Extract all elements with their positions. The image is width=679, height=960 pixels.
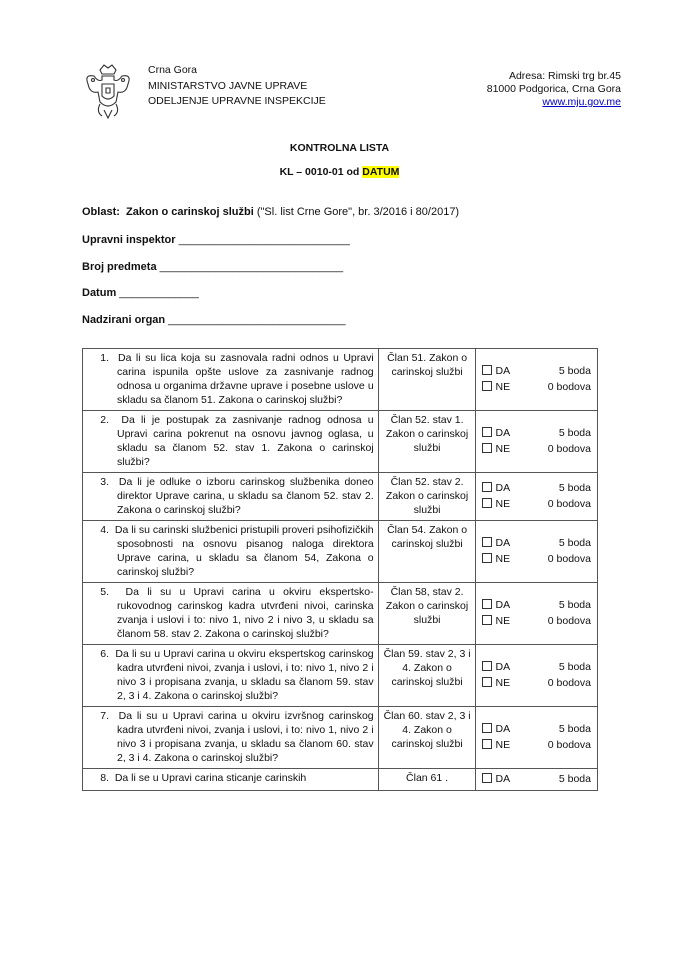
question-number: 4. bbox=[100, 524, 109, 536]
option-ne-points: 0 bodova bbox=[547, 498, 591, 510]
legal-reference: Član 51. Zakon o carinskoj službi bbox=[378, 349, 476, 411]
question-number: 2. bbox=[100, 414, 109, 426]
checkbox-ne-icon[interactable] bbox=[482, 443, 492, 453]
option-ne[interactable] bbox=[480, 441, 593, 457]
field-inspektor[interactable] bbox=[82, 234, 350, 246]
doc-title: KONTROLNA LISTA bbox=[289, 142, 390, 154]
question-text: Da li su carinski službenici pristupili proveri psihofizičkih sposobnosti na osnovu pisanog naloga direktora Uprave carina, u skladu sa članom 54, Zakona o carinskoj službi? bbox=[114, 524, 374, 578]
option-da[interactable] bbox=[480, 480, 593, 496]
checkbox-ne-icon[interactable] bbox=[482, 739, 492, 749]
option-ne-points: 0 bodova bbox=[547, 615, 591, 627]
question-cell bbox=[83, 349, 379, 411]
option-ne-points: 0 bodova bbox=[547, 553, 591, 565]
checkbox-ne-icon[interactable] bbox=[482, 677, 492, 687]
checklist-row bbox=[83, 583, 598, 645]
question-number: 6. bbox=[100, 648, 109, 660]
checkbox-ne-icon[interactable] bbox=[482, 498, 492, 508]
option-ne[interactable] bbox=[480, 613, 593, 629]
checklist-row bbox=[83, 349, 598, 411]
option-da[interactable] bbox=[480, 597, 593, 613]
option-da[interactable] bbox=[480, 771, 593, 787]
question-text: Da li se u Upravi carina sticanje carinskih bbox=[114, 772, 307, 784]
question-cell bbox=[83, 707, 379, 769]
question-number: 1. bbox=[100, 352, 109, 364]
option-ne-label: NE bbox=[495, 443, 511, 455]
option-da[interactable] bbox=[480, 535, 593, 551]
checkbox-ne-icon[interactable] bbox=[482, 615, 492, 625]
question-number: 8. bbox=[100, 772, 109, 784]
option-da-label: DA bbox=[495, 723, 511, 735]
option-ne[interactable] bbox=[480, 496, 593, 512]
option-da-points: 5 boda bbox=[558, 773, 591, 785]
option-ne-label: NE bbox=[495, 739, 511, 751]
option-da-label: DA bbox=[495, 661, 511, 673]
legal-reference: Član 52. stav 1. Zakon o carinskoj službi bbox=[378, 411, 476, 473]
option-ne[interactable] bbox=[480, 675, 593, 691]
option-da-points: 5 boda bbox=[558, 365, 591, 377]
oblast-label: Oblast: bbox=[82, 206, 120, 218]
organ-blank[interactable]: _____________________________ bbox=[165, 314, 346, 326]
option-ne[interactable] bbox=[480, 551, 593, 567]
organization-block bbox=[148, 63, 326, 110]
checklist-row bbox=[83, 521, 598, 583]
option-da[interactable] bbox=[480, 425, 593, 441]
option-da[interactable] bbox=[480, 721, 593, 737]
option-ne-points: 0 bodova bbox=[547, 739, 591, 751]
answer-cell bbox=[476, 411, 598, 473]
field-datum[interactable] bbox=[82, 287, 199, 299]
website-link[interactable]: www.mju.gov.me bbox=[542, 96, 621, 108]
option-da-label: DA bbox=[495, 599, 511, 611]
checklist-row bbox=[83, 473, 598, 521]
option-da-points: 5 boda bbox=[558, 723, 591, 735]
answer-cell bbox=[476, 521, 598, 583]
answer-cell bbox=[476, 473, 598, 521]
address-city: 81000 Podgorica, Crna Gora bbox=[486, 83, 621, 95]
question-text: Da li je odluke o izboru carinskog službenika doneo direktor Uprave carina, u skladu sa članom 52. stav 2. Zakona o carinskoj službi? bbox=[117, 476, 374, 516]
legal-reference: Član 52. stav 2. Zakon o carinskoj službi bbox=[378, 473, 476, 521]
question-cell bbox=[83, 645, 379, 707]
inspektor-blank[interactable]: ____________________________ bbox=[175, 234, 350, 246]
option-ne-points: 0 bodova bbox=[547, 677, 591, 689]
montenegro-coat-of-arms-icon bbox=[80, 62, 136, 120]
option-ne[interactable] bbox=[480, 737, 593, 753]
predmet-label: Broj predmeta bbox=[82, 261, 157, 273]
option-da-points: 5 boda bbox=[558, 537, 591, 549]
checkbox-da-icon[interactable] bbox=[482, 599, 492, 609]
question-text: Da li su u Upravi carina u okviru ekspertskog carinskog kadra utvrđeni nivoi, zvanja i uslovi, i to: nivo 1, nivo 2 i nivo 3 i propisana zvanja, u skladu sa članom 59. stav 2, 3 i 4. Zakona o carinskoj službi? bbox=[115, 648, 374, 702]
option-ne-label: NE bbox=[495, 553, 511, 565]
datum-blank[interactable]: _____________ bbox=[116, 287, 199, 299]
oblast-value: Zakon o carinskoj službi bbox=[126, 206, 254, 218]
question-cell bbox=[83, 769, 379, 791]
checklist-table bbox=[82, 348, 598, 791]
option-ne[interactable] bbox=[480, 379, 593, 395]
answer-cell bbox=[476, 707, 598, 769]
answer-cell bbox=[476, 349, 598, 411]
checkbox-ne-icon[interactable] bbox=[482, 553, 492, 563]
address-block bbox=[487, 70, 621, 109]
doc-code-prefix: KL – 0010-01 od bbox=[279, 166, 363, 178]
field-oblast bbox=[82, 206, 459, 218]
org-department: ODELJENJE UPRAVNE INSPEKCIJE bbox=[148, 95, 326, 107]
option-da-points: 5 boda bbox=[558, 661, 591, 673]
option-da[interactable] bbox=[480, 659, 593, 675]
option-da-label: DA bbox=[495, 482, 511, 494]
option-da-points: 5 boda bbox=[558, 482, 591, 494]
option-ne-points: 0 bodova bbox=[547, 381, 591, 393]
legal-reference: Član 60. stav 2, 3 i 4. Zakon o carinskoj službi bbox=[378, 707, 476, 769]
question-text: Da li su u Upravi carina u okviru izvršnog carinskog kadra utvrđeni nivoi, zvanja i uslovi, i to: nivo 1, nivo 2 i nivo 3 i propisana zvanja, u skladu sa članom 60. stav 2, 3 i 4. Zakona o carinskoj službi? bbox=[117, 710, 374, 764]
question-text: Da li je postupak za zasnivanje radnog odnosa u Upravi carina pokrenut na osnovu javnog oglasa, u skladu sa članom 52. stav 1. Zakona o carinskoj službi? bbox=[117, 414, 374, 468]
option-ne-label: NE bbox=[495, 381, 511, 393]
checkbox-da-icon[interactable] bbox=[482, 773, 492, 783]
question-text: Da li su u Upravi carina u okviru ekspertsko-rukovodnog carinskog kadra utvrđeni nivoi, carinska zvanja i uslovi i to: nivo 1, nivo 2 i nivo 3, u skladu sa članom 58. stav 2. Zakona o carinskoj službi? bbox=[117, 586, 374, 640]
checkbox-ne-icon[interactable] bbox=[482, 381, 492, 391]
option-ne-label: NE bbox=[495, 615, 511, 627]
option-ne-points: 0 bodova bbox=[547, 443, 591, 455]
oblast-note: ("Sl. list Crne Gore", br. 3/2016 i 80/2017) bbox=[253, 206, 460, 218]
checkbox-da-icon[interactable] bbox=[482, 723, 492, 733]
checkbox-da-icon[interactable] bbox=[482, 537, 492, 547]
checklist-row bbox=[83, 769, 598, 791]
answer-cell bbox=[476, 645, 598, 707]
option-da[interactable] bbox=[480, 363, 593, 379]
inspektor-label: Upravni inspektor bbox=[82, 234, 176, 246]
option-da-points: 5 boda bbox=[558, 427, 591, 439]
legal-reference: Član 58, stav 2. Zakon o carinskoj službi bbox=[378, 583, 476, 645]
org-country: Crna Gora bbox=[148, 64, 198, 76]
doc-code bbox=[0, 166, 679, 178]
legal-reference: Član 59. stav 2, 3 i 4. Zakon o carinskoj službi bbox=[378, 645, 476, 707]
question-number: 5. bbox=[100, 586, 109, 598]
checklist-row bbox=[83, 645, 598, 707]
question-cell bbox=[83, 473, 379, 521]
legal-reference: Član 61 . bbox=[378, 769, 476, 791]
checklist-row bbox=[83, 707, 598, 769]
question-number: 7. bbox=[100, 710, 109, 722]
option-da-points: 5 boda bbox=[558, 599, 591, 611]
question-cell bbox=[83, 583, 379, 645]
checkbox-da-icon[interactable] bbox=[482, 427, 492, 437]
option-ne-label: NE bbox=[495, 498, 511, 510]
answer-cell bbox=[476, 769, 598, 791]
checkbox-da-icon[interactable] bbox=[482, 482, 492, 492]
option-ne-label: NE bbox=[495, 677, 511, 689]
field-predmet[interactable] bbox=[82, 261, 343, 273]
option-da-label: DA bbox=[495, 365, 511, 377]
checklist-row bbox=[83, 411, 598, 473]
checkbox-da-icon[interactable] bbox=[482, 661, 492, 671]
datum-label: Datum bbox=[82, 287, 117, 299]
address-street: Adresa: Rimski trg br.45 bbox=[508, 70, 621, 82]
answer-cell bbox=[476, 583, 598, 645]
field-organ[interactable] bbox=[82, 314, 346, 326]
option-da-label: DA bbox=[495, 427, 511, 439]
organ-label: Nadzirani organ bbox=[82, 314, 166, 326]
option-da-label: DA bbox=[495, 773, 511, 785]
org-ministry: MINISTARSTVO JAVNE UPRAVE bbox=[148, 79, 308, 92]
question-cell bbox=[83, 411, 379, 473]
checkbox-da-icon[interactable] bbox=[482, 365, 492, 375]
question-cell bbox=[83, 521, 379, 583]
predmet-blank[interactable]: ______________________________ bbox=[156, 261, 344, 273]
option-da-label: DA bbox=[495, 537, 511, 549]
legal-reference: Član 54. Zakon o carinskoj službi bbox=[378, 521, 476, 583]
question-number: 3. bbox=[100, 476, 109, 488]
question-text: Da li su lica koja su zasnovala radni odnos u Upravi carina ispunila opšte uslove za zasnivanje radnog odnosa u organima državne uprave i posebne uslove u skladu sa članom 51. Zakona o carinskoj službi? bbox=[117, 352, 374, 406]
doc-date-highlight: DATUM bbox=[362, 166, 400, 178]
